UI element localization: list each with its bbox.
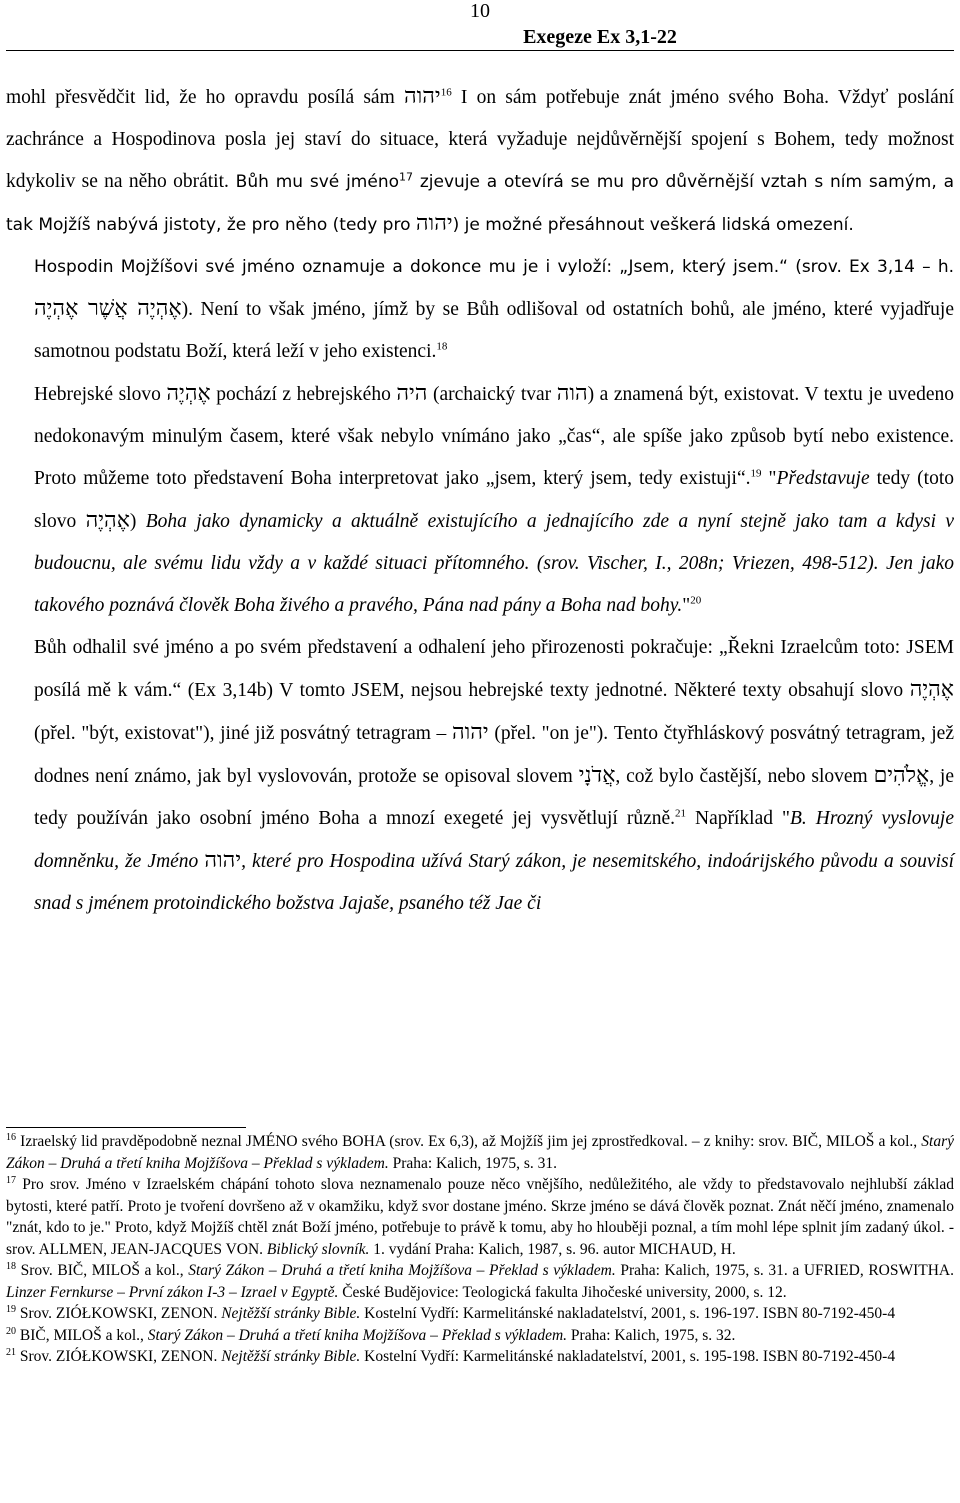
- footnote-text: Praha: Kalich, 1975, s. 32.: [567, 1326, 736, 1344]
- footnotes: [6, 1131, 954, 1368]
- footnote-ref[interactable]: 16: [440, 86, 452, 99]
- text-run: tedy (toto slovo: [34, 468, 955, 532]
- main-text: [6, 76, 954, 925]
- paragraph-2: [6, 246, 954, 373]
- hebrew-word: אֲדֹנָי: [578, 763, 616, 788]
- hebrew-word: הוה: [556, 381, 588, 406]
- footnote-text: Izraelský lid pravděpodobně neznal JMÉNO svého BOHA (srov. Ex 6,3), až Mojžíš jim jej zprostředkoval. – z knihy: srov. BIČ, MILOŠ a kol.,: [16, 1133, 922, 1150]
- footnote-text: BIČ, MILOŠ a kol.,: [16, 1326, 148, 1344]
- footnote-ref[interactable]: 20: [690, 594, 702, 607]
- footnote-number: 19: [6, 1303, 16, 1315]
- footnote-text: Kostelní Vydří: Karmelitánské nakladatelství, 2001, s. 195-198. ISBN 80-7192-450-4: [360, 1348, 896, 1365]
- text-run: zjevuje a otevírá se mu pro důvěrnější vztah s ním samým, a tak Mojžíš nabývá jistoty, že pro něho (tedy pro: [6, 172, 954, 235]
- footnote-number: 17: [6, 1174, 16, 1186]
- footnote-number: 20: [6, 1325, 16, 1337]
- footnote-number: 21: [6, 1346, 16, 1358]
- footnote-text: Srov. ZIÓŁKOWSKI, ZENON.: [16, 1305, 222, 1322]
- footnote-title: Starý Zákon – Druhá a třetí kniha Mojžíšova – Překlad s výkladem.: [147, 1326, 568, 1344]
- text-run: mohl přesvědčit lid, že ho opravdu posílá sám: [6, 87, 404, 108]
- footnote-text: Pro srov. Jméno v Izraelském chápání tohoto slova neznamenalo pouze něco vnějšího, nedůležitého, ale vždy to představovalo nejhlubší základ bytosti, které patří. Proto je tvoření dovršeno až v okamžiku, když svor dostane jméno. Skrze jméno se dává člověk poznat. Znát něčí jméno, znamenalo "znát, kdo to je." Proto, když Mojžíš chtěl znát Boží jméno, potřebuje to právě k tomu, aby ho hlouběji poznal, a tím mohl lépe splnit jím zadaný úkol. - srov. ALLMEN, JEAN-JACQUES VON.: [6, 1176, 954, 1258]
- footnote-number: 18: [6, 1260, 16, 1272]
- paragraph-4: [6, 627, 954, 925]
- text-run: ) a znamená být, existovat. V textu je uvedeno nedokonavým minulým časem, které však nebylo vnímáno jako „čas“, ale spíše jako způsob bytí nebo existence. Proto můžeme toto představení Boha interpretovat jako „jsem, který jsem, tedy existuji“.: [34, 384, 954, 489]
- footnote-title: Linzer Fernkurse – První zákon I-3 – Izrael v Egyptě.: [6, 1283, 339, 1301]
- footnote-text: Praha: Kalich, 1975, s. 31.: [388, 1154, 558, 1172]
- page-number: 10: [470, 0, 490, 22]
- footnote-text: Srov. ZIÓŁKOWSKI, ZENON.: [16, 1348, 222, 1365]
- text-run: ": [761, 468, 777, 489]
- hebrew-word: אֶהְיֶה: [85, 508, 130, 533]
- text-run: Hebrejské slovo: [34, 384, 167, 405]
- footnote-text: Srov. BIČ, MILOŠ a kol.,: [16, 1262, 189, 1279]
- hebrew-word: אֶהְיֶה: [909, 677, 954, 702]
- text-run: Bůh odhalil své jméno a po svém představení a odhalení jeho přirozenosti pokračuje: „Řekni Izraelcům toto: JSEM posílá mě k vám.“ (Ex 3,14b) V tomto JSEM, nejsou hebrejské texty jednotné. Některé texty obsahují slovo: [34, 637, 954, 701]
- text-run: Hospodin Mojžíšovi své jméno oznamuje a dokonce mu je i vyloží: „Jsem, který jsem.“ (srov. Ex 3,14 – h.: [34, 257, 954, 277]
- footnote-title: Nejtěžší stránky Bible.: [221, 1305, 361, 1322]
- italic-quote: B. Hrozný vyslovuje domněnku, že Jméno: [34, 808, 954, 872]
- footnote-text: Kostelní Vydří: Karmelitánské nakladatelství, 2001, s. 196-197. ISBN 80-7192-450-4: [360, 1305, 896, 1322]
- footnote-title: Starý Zákon – Druhá a třetí kniha Mojžíšova – Překlad s výkladem.: [188, 1262, 616, 1279]
- footnote-18: [6, 1260, 954, 1303]
- text-run: , je tedy používán jako osobní jméno Boha a mnozí exegeté jej vysvětlují různě.: [34, 766, 955, 829]
- text-run: ). Není to však jméno, jímž by se Bůh odlišoval od ostatních bohů, ale jméno, které vyjadřuje samotnou podstatu Boží, která leží v jeho existenci.: [34, 299, 955, 362]
- text-run: (přel. "být, existovat"), jiné již posvátný tetragram –: [34, 723, 452, 744]
- footnote-21: [6, 1346, 954, 1368]
- footnote-ref[interactable]: 17: [399, 170, 414, 184]
- text-run: Například ": [686, 808, 790, 829]
- text-run: (přel. "on je"). Tento čtyřhláskový posvátný tetragram, jež dodnes není známo, jak byl vyslovován, protože se opisoval slovem: [34, 723, 954, 787]
- italic-run: Představuje: [776, 468, 870, 489]
- footnote-20: [6, 1325, 954, 1347]
- running-header-title: Exegeze Ex 3,1-22: [523, 26, 677, 48]
- text-run: I on sám potřebuje znát jméno svého Boha. Vždyť poslání zachránce a Hospodinova posla jej staví do situace, která vyžaduje nejdůvěrnější spojení s Bohem, tedy možnost kdykoliv se na něho obrátit.: [6, 87, 954, 192]
- hebrew-word: היה: [396, 381, 428, 406]
- hebrew-phrase: אֶהְיֶה אֲשֶׁר אֶהְיֶה: [34, 296, 182, 321]
- footnote-ref[interactable]: 19: [750, 467, 762, 480]
- text-run: pochází z hebrejského: [210, 384, 397, 405]
- footnote-19: [6, 1303, 954, 1325]
- hebrew-word: אֱלֹהִים: [873, 763, 930, 788]
- footnote-separator: [6, 1127, 246, 1128]
- text-run: Bůh mu své jméno: [228, 172, 400, 192]
- hebrew-word: יהוה: [403, 84, 441, 109]
- header-divider: [6, 50, 954, 51]
- hebrew-word: אֶהְיֶה: [166, 381, 211, 406]
- footnote-17: [6, 1174, 954, 1260]
- italic-quote: Boha jako dynamicky a aktuálně existujícího a jednajícího zde a nyní stejně jako tam a kdysi v budoucnu, ale svému lidu vždy a v každé situaci přítomného. (srov. Vischer, I., 208n; Vriezen, 498-512). Jen jako takového poznává člověk Boha živého a pravého, Pána nad pány a Boha nad bohy.: [34, 511, 954, 616]
- footnote-title: Nejtěžší stránky Bible.: [221, 1348, 361, 1365]
- italic-quote: , které pro Hospodina užívá Starý zákon, je nesemitského, indoárijského původu a souvisí snad s jménem protoindického božstva Jajaše, psaného též Jae či: [34, 851, 955, 914]
- paragraph-3: [6, 373, 954, 627]
- hebrew-word: יהוה: [451, 720, 489, 745]
- text-run: ) je možné přesáhnout veškerá lidská omezení.: [452, 215, 854, 235]
- footnote-text: Praha: Kalich, 1975, s. 31. a UFRIED, ROSWITHA.: [615, 1262, 954, 1279]
- footnote-text: 1. vydání Praha: Kalich, 1987, s. 96. autor MICHAUD, H.: [369, 1240, 736, 1258]
- hebrew-word: יהוה: [415, 211, 453, 236]
- footnote-ref[interactable]: 18: [436, 340, 448, 353]
- text-run: (archaický tvar: [427, 384, 557, 405]
- footnote-title: Starý Zákon – Druhá a třetí kniha Mojžíšova – Překlad s výkladem.: [6, 1133, 954, 1172]
- text-run: , což bylo častější, nebo slovem: [615, 766, 874, 787]
- text-run: ": [682, 595, 691, 616]
- footnote-ref[interactable]: 21: [675, 807, 687, 820]
- text-run: ): [129, 511, 146, 532]
- footnote-16: [6, 1131, 954, 1174]
- footnote-title: Biblický slovník.: [266, 1240, 370, 1258]
- footnote-number: 16: [6, 1131, 16, 1143]
- footnote-text: České Budějovice: Teologická fakulta Jihočeské university, 2000, s. 12.: [338, 1283, 787, 1301]
- paragraph-1: [6, 76, 954, 246]
- hebrew-word: יהוה: [204, 848, 242, 873]
